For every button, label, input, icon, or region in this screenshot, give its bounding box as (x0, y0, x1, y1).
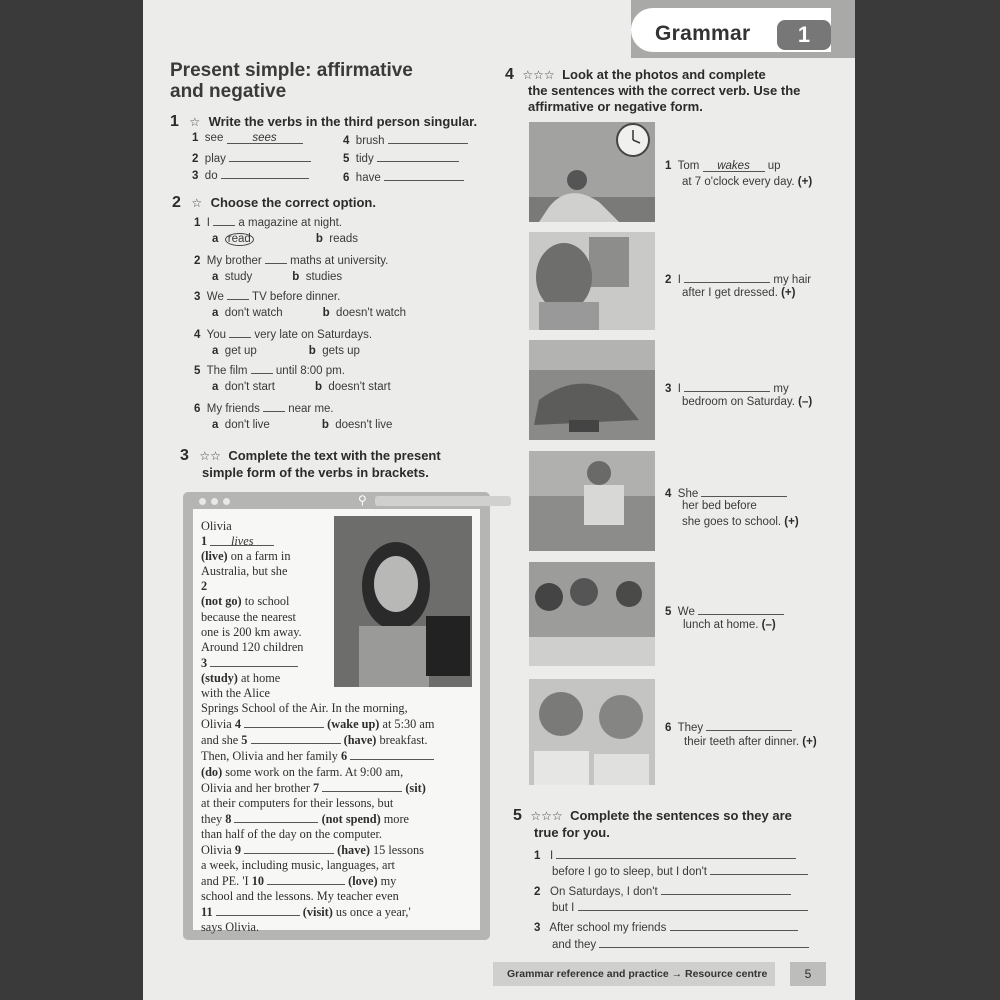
sentence-text: after I get dressed. (682, 287, 778, 299)
workbook-page (143, 0, 855, 1000)
sentence-text: On Saturdays, I don't (550, 886, 658, 898)
gap-number: 6 (341, 749, 348, 764)
answer-line[interactable] (263, 400, 285, 412)
item-number: 3 (192, 170, 199, 182)
gap-number: 7 (313, 780, 320, 795)
answer-line[interactable] (350, 748, 434, 760)
story-line: Olivia (201, 717, 235, 732)
answer-line[interactable] (265, 252, 287, 264)
unit-number: 1 (777, 20, 831, 50)
ex3-instruction-line1: Complete the text with the present (228, 448, 441, 463)
grammar-label: Grammar (655, 22, 751, 45)
option-a[interactable]: study (224, 271, 253, 283)
section-title-line2: and negative (170, 81, 287, 102)
sentence-text: she goes to school. (682, 516, 782, 528)
ex5-heading (513, 807, 792, 825)
option-letter: b (315, 233, 323, 245)
ex2-question (194, 252, 388, 267)
star-icon: ☆☆ (199, 449, 221, 463)
answer-line[interactable] (703, 160, 765, 172)
ex1-item (343, 150, 459, 165)
story-line: and PE. 'I (201, 874, 252, 889)
story-line: Olivia and her brother (201, 780, 313, 795)
answer-text: lives (230, 534, 254, 549)
question-text: very late on Saturdays. (254, 329, 373, 341)
item-number: 1 (192, 132, 199, 144)
question-text: I (206, 217, 210, 229)
verb-prompt: (wake up) (327, 717, 380, 732)
sentence-text: Tom (677, 160, 700, 172)
option-letter: a (212, 271, 219, 283)
story-line: one is 200 km away. (201, 624, 302, 639)
item-verb: brush (355, 135, 385, 147)
item-number: 3 (194, 291, 201, 303)
option-b[interactable]: reads (329, 233, 359, 245)
star-icon: ☆ (189, 115, 201, 129)
story-line: at home (237, 670, 281, 685)
ex4-item-5 (665, 603, 784, 618)
answer-line[interactable] (701, 485, 787, 497)
option-b[interactable]: doesn't live (335, 419, 393, 431)
ex3-heading (180, 447, 441, 465)
verb-prompt: (love) (348, 874, 378, 889)
verb-prompt: (do) (201, 764, 223, 779)
item-number: 2 (534, 886, 541, 898)
ex2-instruction: Choose the correct option. (210, 195, 376, 210)
question-text: a magazine at night. (238, 217, 342, 229)
ex5-instruction-line2: true for you. (534, 825, 610, 840)
ex5-item-2 (534, 883, 791, 898)
window-dot (211, 498, 218, 505)
ex1-item (343, 169, 464, 184)
sentence-text: I (677, 383, 681, 395)
item-number: 4 (194, 329, 201, 341)
ex4-heading (505, 66, 766, 84)
option-letter: b (321, 419, 329, 431)
ex2-options (212, 419, 392, 431)
option-letter: b (292, 271, 300, 283)
sentence-text: After school my friends (549, 922, 667, 934)
story-line: because the nearest (201, 609, 296, 624)
option-b[interactable]: doesn't watch (336, 307, 407, 319)
ex2-heading (172, 194, 376, 212)
story-line: 15 lessons (369, 842, 424, 857)
question-text: near me. (288, 403, 334, 415)
footer-bar (493, 962, 775, 986)
item-verb: see (204, 132, 224, 144)
ex4-item-1 (665, 160, 781, 172)
ex4-item-2-line2 (682, 287, 795, 299)
question-text: My brother (206, 255, 262, 267)
item-number: 6 (194, 403, 201, 415)
answer-line[interactable] (322, 780, 402, 792)
sign-marker: (+) (797, 176, 813, 188)
ex2-options (212, 307, 406, 319)
answer-line[interactable] (684, 271, 770, 283)
ex2-options (212, 233, 358, 246)
ex1-heading (170, 113, 477, 131)
ex4-item-3 (665, 380, 789, 395)
ex4-item-4 (665, 485, 787, 500)
sentence-text: before I go to sleep, but I don't (552, 866, 707, 878)
ex4-instruction-line1: Look at the photos and complete (562, 67, 766, 82)
gap-number: 2 (201, 579, 208, 594)
item-number: 6 (665, 722, 672, 734)
answer-line[interactable] (251, 362, 273, 374)
ex5-number: 5 (513, 807, 522, 824)
answer-line[interactable] (227, 132, 303, 144)
answer-line[interactable] (234, 811, 318, 823)
question-text: We (206, 291, 224, 303)
address-bar (375, 496, 511, 506)
section-title (170, 60, 413, 102)
story-line: Springs School of the Air. In the morning, (201, 701, 408, 716)
story-line: some work on the farm. At 9:00 am, (222, 764, 404, 779)
option-a[interactable]: read (225, 233, 254, 246)
ex4-item-4-line3 (682, 516, 799, 528)
story-line: Australia, but she (201, 564, 288, 579)
page-number: 5 (790, 962, 826, 986)
ex2-options (212, 345, 360, 357)
story-line: breakfast. (376, 733, 428, 748)
answer-line[interactable] (578, 899, 808, 911)
ex4-number: 4 (505, 66, 514, 83)
verb-prompt: (live) (201, 549, 228, 564)
item-verb: have (355, 172, 381, 184)
question-text: My friends (206, 403, 260, 415)
ex3-instruction-line2: simple form of the verbs in brackets. (202, 465, 429, 480)
ex4-item-6 (665, 719, 792, 734)
option-letter: a (212, 307, 219, 319)
answer-line[interactable] (698, 603, 784, 615)
story-line: with the Alice (201, 686, 270, 701)
search-icon: ⚲ (358, 493, 367, 507)
photo-brushing-hair (529, 232, 655, 330)
ex2-question (194, 400, 334, 415)
photo-brushing-teeth (529, 679, 655, 785)
ex5-item-1 (534, 847, 796, 862)
sentence-text: lunch at home. (683, 619, 759, 631)
answer-line[interactable] (229, 326, 251, 338)
story-line: they (201, 811, 226, 826)
answer-line[interactable] (216, 904, 300, 916)
sentence-text: but I (552, 902, 575, 914)
gap-number: 11 (201, 905, 213, 920)
sentence-text: my (773, 383, 789, 395)
ex4-item-4-line2: her bed before (682, 500, 757, 512)
story-line: and she (201, 733, 242, 748)
story-line: at their computers for their lessons, but (201, 795, 394, 810)
story-line: my (377, 874, 397, 889)
answer-line[interactable] (556, 847, 796, 859)
ex4-item-1-line2 (682, 176, 812, 188)
answer-line[interactable] (229, 150, 311, 162)
star-icon: ☆☆☆ (522, 68, 555, 82)
ex4-item-2 (665, 271, 811, 286)
story-text (201, 519, 434, 936)
answer-text: wakes (717, 160, 750, 172)
option-a[interactable]: don't watch (224, 307, 283, 319)
item-number: 2 (665, 274, 672, 286)
answer-line[interactable] (221, 167, 309, 179)
option-b[interactable]: gets up (322, 345, 360, 357)
story-line: a week, including music, languages, art (201, 858, 395, 873)
answer-line[interactable] (210, 655, 298, 667)
answer-line[interactable] (384, 169, 464, 181)
item-number: 5 (343, 153, 350, 165)
window-dot (199, 498, 206, 505)
sentence-text: at 7 o'clock every day. (682, 176, 795, 188)
option-letter: a (212, 345, 219, 357)
verb-prompt: (study) (201, 670, 238, 685)
gap-number: 9 (234, 842, 241, 857)
window-dot (223, 498, 230, 505)
sign-marker: (+) (784, 516, 799, 528)
answer-line[interactable] (244, 716, 324, 728)
photo-messy-bedroom (529, 340, 655, 440)
ex2-options (212, 271, 342, 283)
item-number: 3 (534, 922, 541, 934)
sentence-text: their teeth after dinner. (684, 736, 800, 748)
ex5-instruction-line1: Complete the sentences so they are (570, 808, 792, 823)
answer-line[interactable] (684, 380, 770, 392)
sentence-text: bedroom on Saturday. (682, 396, 795, 408)
question-text: TV before dinner. (252, 291, 341, 303)
item-number: 1 (534, 850, 541, 862)
option-letter: b (314, 381, 322, 393)
footer-text[interactable]: Grammar reference and practice → Resource centre (507, 968, 768, 980)
ex2-question (194, 362, 345, 377)
answer-text: sees (252, 132, 277, 144)
story-name: Olivia (201, 519, 232, 533)
story-line: than half of the day on the computer. (201, 826, 382, 841)
photo-making-bed (529, 451, 655, 551)
ex5-item-3 (534, 919, 798, 934)
sign-marker: (+) (802, 736, 817, 748)
ex2-question (194, 288, 340, 303)
ex4-instruction-line3: affirmative or negative form. (528, 99, 703, 114)
ex5-item-1-line2 (552, 863, 808, 878)
sign-marker: (+) (781, 287, 796, 299)
ex1-instruction: Write the verbs in the third person singular. (208, 114, 478, 129)
story-line: to school (241, 594, 290, 609)
answer-line[interactable] (227, 288, 249, 300)
sentence-text: We (677, 606, 695, 618)
item-verb: play (204, 153, 226, 165)
ex1-item (192, 132, 303, 144)
answer-line[interactable] (213, 214, 235, 226)
browser-content (193, 509, 480, 935)
option-a[interactable]: get up (224, 345, 257, 357)
story-line: Olivia (201, 842, 235, 857)
answer-line[interactable] (210, 534, 274, 549)
story-line: us once a year,' (332, 905, 411, 920)
ex4-item-6-line2 (684, 736, 817, 748)
item-number: 2 (192, 153, 199, 165)
item-number: 5 (194, 365, 201, 377)
answer-line[interactable] (706, 719, 792, 731)
verb-prompt: (sit) (405, 780, 426, 795)
question-text: You (206, 329, 226, 341)
sentence-text: up (767, 160, 781, 172)
option-a[interactable]: don't start (224, 381, 275, 393)
ex2-question (194, 326, 372, 341)
sign-marker: (–) (798, 396, 813, 408)
ex4-instruction-line2: the sentences with the correct verb. Use the (528, 83, 801, 98)
story-line: says Olivia. (201, 920, 260, 935)
photo-lunch (529, 562, 655, 666)
gap-number: 5 (241, 733, 248, 748)
answer-line[interactable] (388, 132, 468, 144)
star-icon: ☆ (191, 196, 203, 210)
option-b[interactable]: studies (305, 271, 343, 283)
ex2-question (194, 214, 342, 229)
sentence-text: and they (552, 939, 597, 951)
story-line: Around 120 children (201, 639, 304, 654)
ex5-item-3-line2 (552, 936, 809, 951)
sentence-text: I (550, 850, 554, 862)
verb-prompt: (have) (343, 733, 377, 748)
ex4-item-3-line2 (682, 396, 812, 408)
item-number: 6 (343, 172, 350, 184)
question-text: The film (206, 365, 248, 377)
item-number: 3 (665, 383, 672, 395)
photo-waking-up (529, 122, 655, 222)
option-letter: a (212, 381, 219, 393)
option-b[interactable]: doesn't start (328, 381, 391, 393)
star-icon: ☆☆☆ (530, 809, 563, 823)
answer-line[interactable] (244, 842, 334, 854)
gap-number: 8 (225, 811, 232, 826)
sentence-text: I (677, 274, 681, 286)
item-number: 5 (665, 606, 672, 618)
answer-line[interactable] (661, 883, 791, 895)
verb-prompt: (not go) (201, 594, 242, 609)
item-number: 2 (194, 255, 201, 267)
item-number: 1 (194, 217, 201, 229)
option-letter: b (322, 307, 330, 319)
option-a[interactable]: don't live (224, 419, 270, 431)
answer-line[interactable] (377, 150, 459, 162)
verb-prompt: (visit) (302, 905, 333, 920)
ex5-item-2-line2 (552, 899, 808, 914)
ex2-options (212, 381, 391, 393)
sentence-text: They (677, 722, 704, 734)
option-letter: a (212, 419, 219, 431)
story-line: more (380, 811, 410, 826)
question-text: until 8:00 pm. (275, 365, 345, 377)
option-letter: b (308, 345, 316, 357)
sentence-text: my hair (773, 274, 812, 286)
ex1-item (192, 150, 311, 165)
item-number: 4 (343, 135, 350, 147)
answer-line[interactable] (267, 873, 345, 885)
ex1-item (343, 132, 468, 147)
ex1-number: 1 (170, 113, 179, 130)
verb-prompt: (not spend) (321, 811, 381, 826)
gap-number: 10 (251, 874, 265, 889)
question-text: maths at university. (290, 255, 389, 267)
item-number: 1 (665, 160, 672, 172)
gap-number: 4 (234, 717, 241, 732)
ex2-number: 2 (172, 194, 181, 211)
sentence-text: She (677, 488, 699, 500)
gap-number: 3 (201, 655, 208, 670)
ex4-item-5-line2 (683, 619, 776, 631)
answer-line[interactable] (670, 919, 798, 931)
ex3-number: 3 (180, 447, 189, 464)
answer-line[interactable] (599, 936, 809, 948)
option-letter: a (212, 233, 219, 245)
verb-prompt: (have) (337, 842, 370, 857)
story-line: school and the lessons. My teacher even (201, 889, 399, 904)
answer-line[interactable] (251, 732, 341, 744)
story-line: at 5:30 am (379, 717, 435, 732)
item-number: 4 (665, 488, 672, 500)
sign-marker: (–) (761, 619, 776, 631)
answer-line[interactable] (710, 863, 808, 875)
item-verb: tidy (355, 153, 374, 165)
ex1-item (192, 167, 309, 182)
section-title-line1: Present simple: affirmative (170, 60, 413, 81)
story-line: Then, Olivia and her family (201, 749, 342, 764)
story-line: on a farm in (227, 549, 291, 564)
gap-number: 1 (201, 534, 208, 549)
browser-frame (183, 492, 490, 940)
item-verb: do (204, 170, 218, 182)
